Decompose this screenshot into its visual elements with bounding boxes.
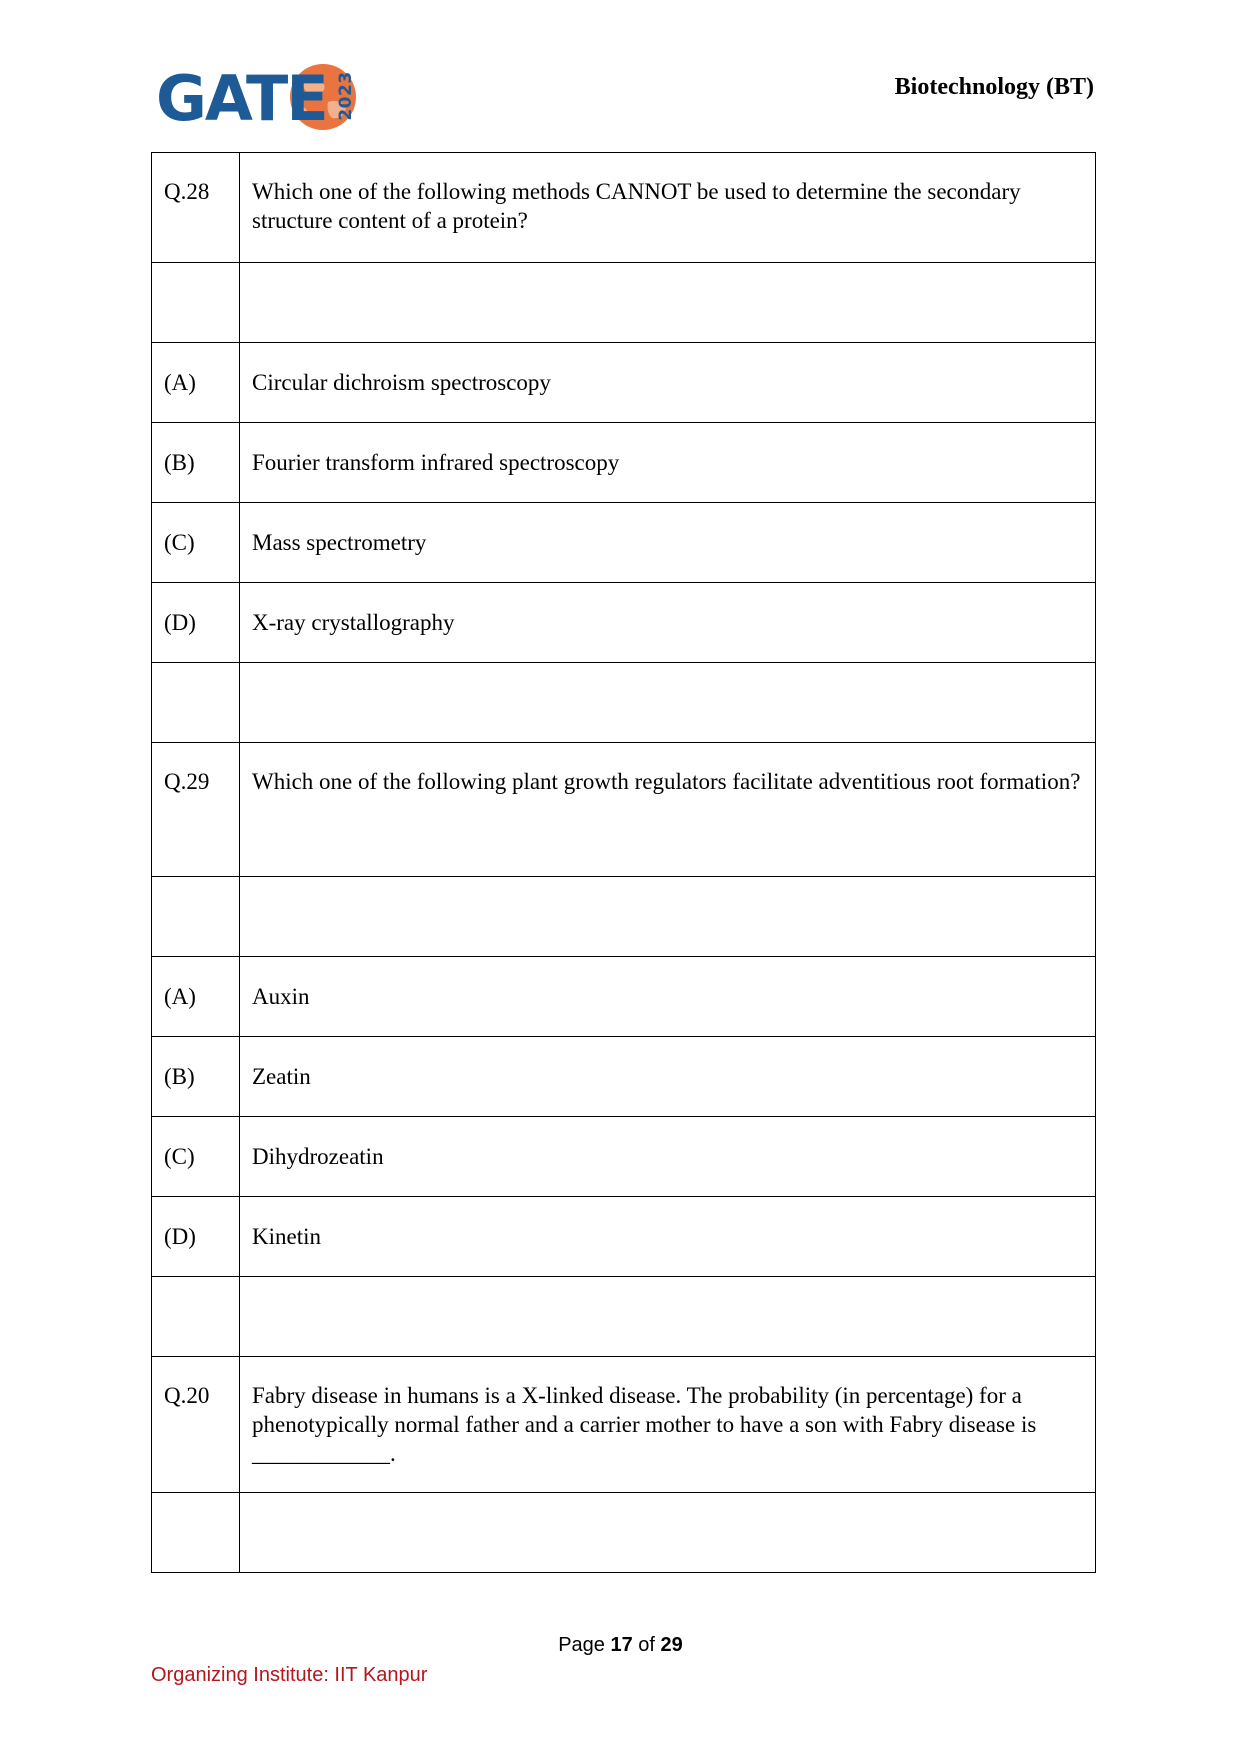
option-row <box>152 1197 1096 1277</box>
page-of: of <box>638 1634 655 1656</box>
blank-row <box>152 877 1096 957</box>
page-total: 29 <box>660 1634 683 1656</box>
option-text: X-ray crystallography <box>240 583 1096 663</box>
option-text: Fourier transform infrared spectroscopy <box>240 423 1096 503</box>
question-text: Which one of the following methods CANNOT be used to determine the secondary structure content of a protein? <box>240 153 1096 263</box>
option-text: Auxin <box>240 957 1096 1037</box>
option-label: (C) <box>152 1117 240 1197</box>
option-label: (C) <box>152 503 240 583</box>
option-row <box>152 583 1096 663</box>
option-row <box>152 1117 1096 1197</box>
option-label: (B) <box>152 1037 240 1117</box>
blank-row <box>152 1493 1096 1573</box>
question-row <box>152 153 1096 263</box>
page-prefix: Page <box>558 1634 605 1656</box>
page-current: 17 <box>610 1634 633 1656</box>
question-text: Fabry disease in humans is a X-linked disease. The probability (in percentage) for a phenotypically normal father and a carrier mother to have a son with Fabry disease is ____________. <box>240 1357 1096 1493</box>
option-text: Kinetin <box>240 1197 1096 1277</box>
option-text: Zeatin <box>240 1037 1096 1117</box>
option-row <box>152 1037 1096 1117</box>
question-number: Q.20 <box>152 1357 240 1493</box>
blank-row <box>152 263 1096 343</box>
blank-row <box>152 663 1096 743</box>
option-label: (A) <box>152 343 240 423</box>
option-label: (D) <box>152 583 240 663</box>
question-text: Which one of the following plant growth regulators facilitate adventitious root formation? <box>240 743 1096 877</box>
option-text: Dihydrozeatin <box>240 1117 1096 1197</box>
option-label: (B) <box>152 423 240 503</box>
blank-row <box>152 1277 1096 1357</box>
question-number: Q.28 <box>152 153 240 263</box>
question-table <box>151 152 1096 1573</box>
question-row <box>152 743 1096 877</box>
question-number: Q.29 <box>152 743 240 877</box>
subject-title: Biotechnology (BT) <box>894 74 1094 100</box>
question-row <box>152 1357 1096 1493</box>
logo-year: 2023 <box>336 71 356 121</box>
option-text: Mass spectrometry <box>240 503 1096 583</box>
option-row <box>152 957 1096 1037</box>
option-row <box>152 343 1096 423</box>
page-number <box>0 1634 1241 1657</box>
gate-2023-logo <box>150 58 360 138</box>
option-text: Circular dichroism spectroscopy <box>240 343 1096 423</box>
option-label: (A) <box>152 957 240 1037</box>
option-row <box>152 423 1096 503</box>
logo-text: GATE <box>156 62 327 135</box>
option-row <box>152 503 1096 583</box>
option-label: (D) <box>152 1197 240 1277</box>
organizing-institute: Organizing Institute: IIT Kanpur <box>151 1664 428 1686</box>
